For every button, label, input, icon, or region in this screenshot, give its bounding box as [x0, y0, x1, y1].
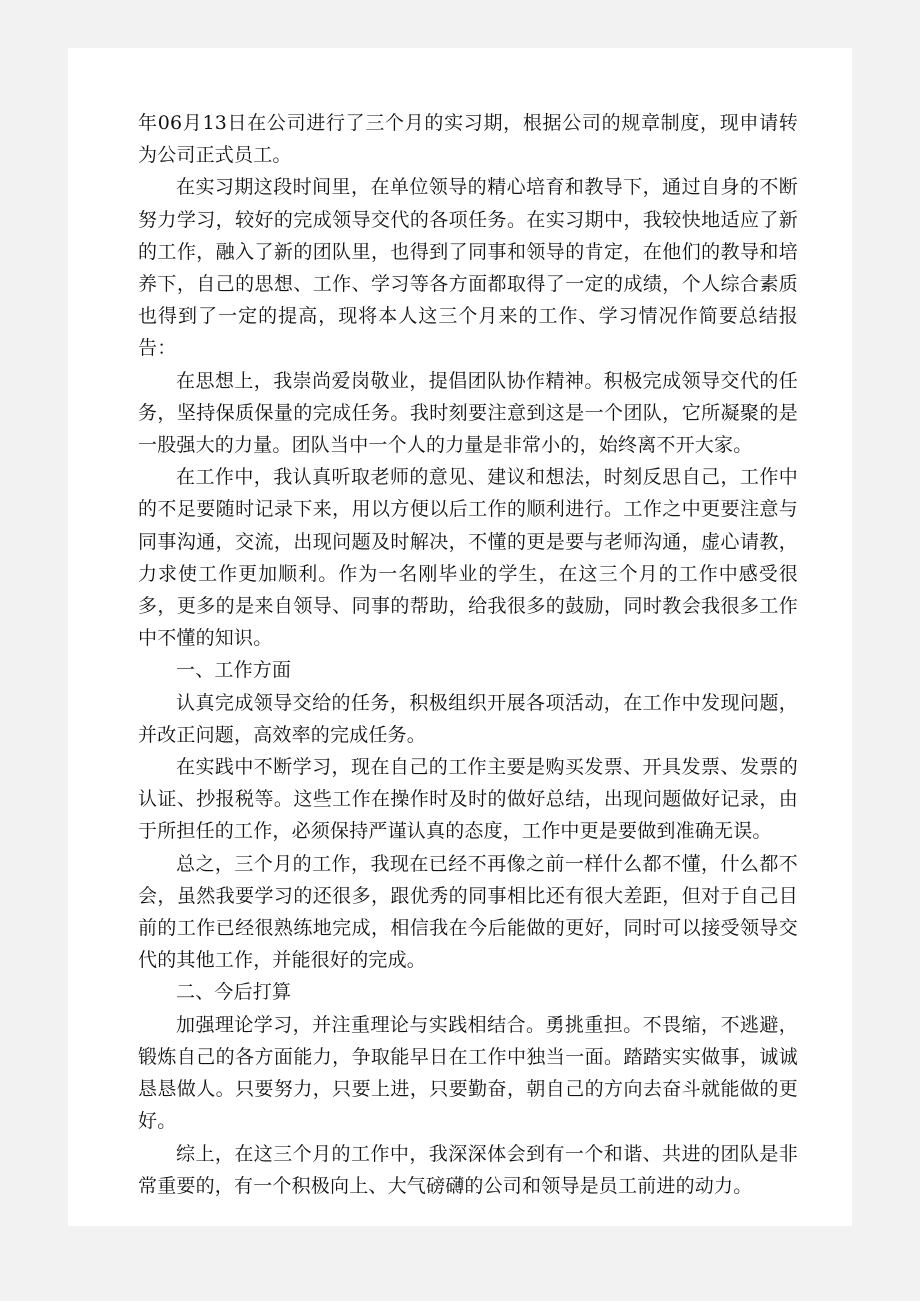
- section-heading-future-plans: 二、今后打算: [176, 981, 292, 1004]
- paragraph-practice-learning: 在实践中不断学习，现在自己的工作主要是购买发票、开具发票、发票的认证、抄报税等。这些工作在操作时及时的做好总结，出现问题做好记录，由于所担任的工作，必须保持严谨认真的态度，工作中更是要做到准确无误。: [138, 756, 798, 843]
- paragraph-work-attitude: 在工作中，我认真听取老师的意见、建议和想法，时刻反思自己，工作中的不足要随时记录下来，用以方便以后工作的顺利进行。工作之中更要注意与同事沟通，交流，出现问题及时解决，不懂的更是要与老师沟通，虚心请教，力求使工作更加顺利。作为一名刚毕业的学生，在这三个月的工作中感受很多，更多的是来自领导、同事的帮助，给我很多的鼓励，同时教会我很多工作中不懂的知识。: [138, 466, 798, 650]
- paragraph-ideology: 在思想上，我崇尚爱岗敬业，提倡团队协作精神。积极完成领导交代的任务，坚持保质保量的完成任务。我时刻要注意到这是一个团队，它所凝聚的是一股强大的力量。团队当中一个人的力量是非常小的，始终离不开大家。: [138, 369, 798, 457]
- paragraph-conclusion: 综上，在这三个月的工作中，我深深体会到有一个和谐、共进的团队是非常重要的，有一个积极向上、大气磅礴的公司和领导是员工前进的动力。: [138, 1142, 798, 1197]
- document-page: [68, 48, 852, 1226]
- paragraph-complete-tasks: 认真完成领导交给的任务，积极组织开展各项活动，在工作中发现问题，并改正问题，高效率的完成任务。: [138, 691, 798, 746]
- paragraph-internship-overview: 在实习期这段时间里，在单位领导的精心培育和教导下，通过自身的不断努力学习，较好的完成领导交代的各项任务。在实习期中，我较快地适应了新的工作，融入了新的团队里，也得到了同事和领导的肯定，在他们的教导和培养下，自己的思想、工作、学习等各方面都取得了一定的成绩，个人综合素质也得到了一定的提高，现将本人这三个月来的工作、学习情况作简要总结报告：: [138, 176, 798, 360]
- document-body: [138, 107, 798, 1202]
- paragraph-intro-continuation: 年06月13日在公司进行了三个月的实习期，根据公司的规章制度，现申请转为公司正式员工。: [138, 112, 798, 167]
- section-heading-work: 一、工作方面: [176, 659, 292, 682]
- paragraph-future-plans: 加强理论学习，并注重理论与实践相结合。勇挑重担。不畏缩，不逃避，锻炼自己的各方面能力，争取能早日在工作中独当一面。踏踏实实做事，诚诚恳恳做人。只要努力，只要上进，只要勤奋，朝自己的方向去奋斗就能做的更好。: [138, 1013, 798, 1133]
- paragraph-summary-progress: 总之，三个月的工作，我现在已经不再像之前一样什么都不懂，什么都不会，虽然我要学习的还很多，跟优秀的同事相比还有很大差距，但对于自己目前的工作已经很熟练地完成，相信我在今后能做的更好，同时可以接受领导交代的其他工作，并能很好的完成。: [138, 852, 798, 972]
